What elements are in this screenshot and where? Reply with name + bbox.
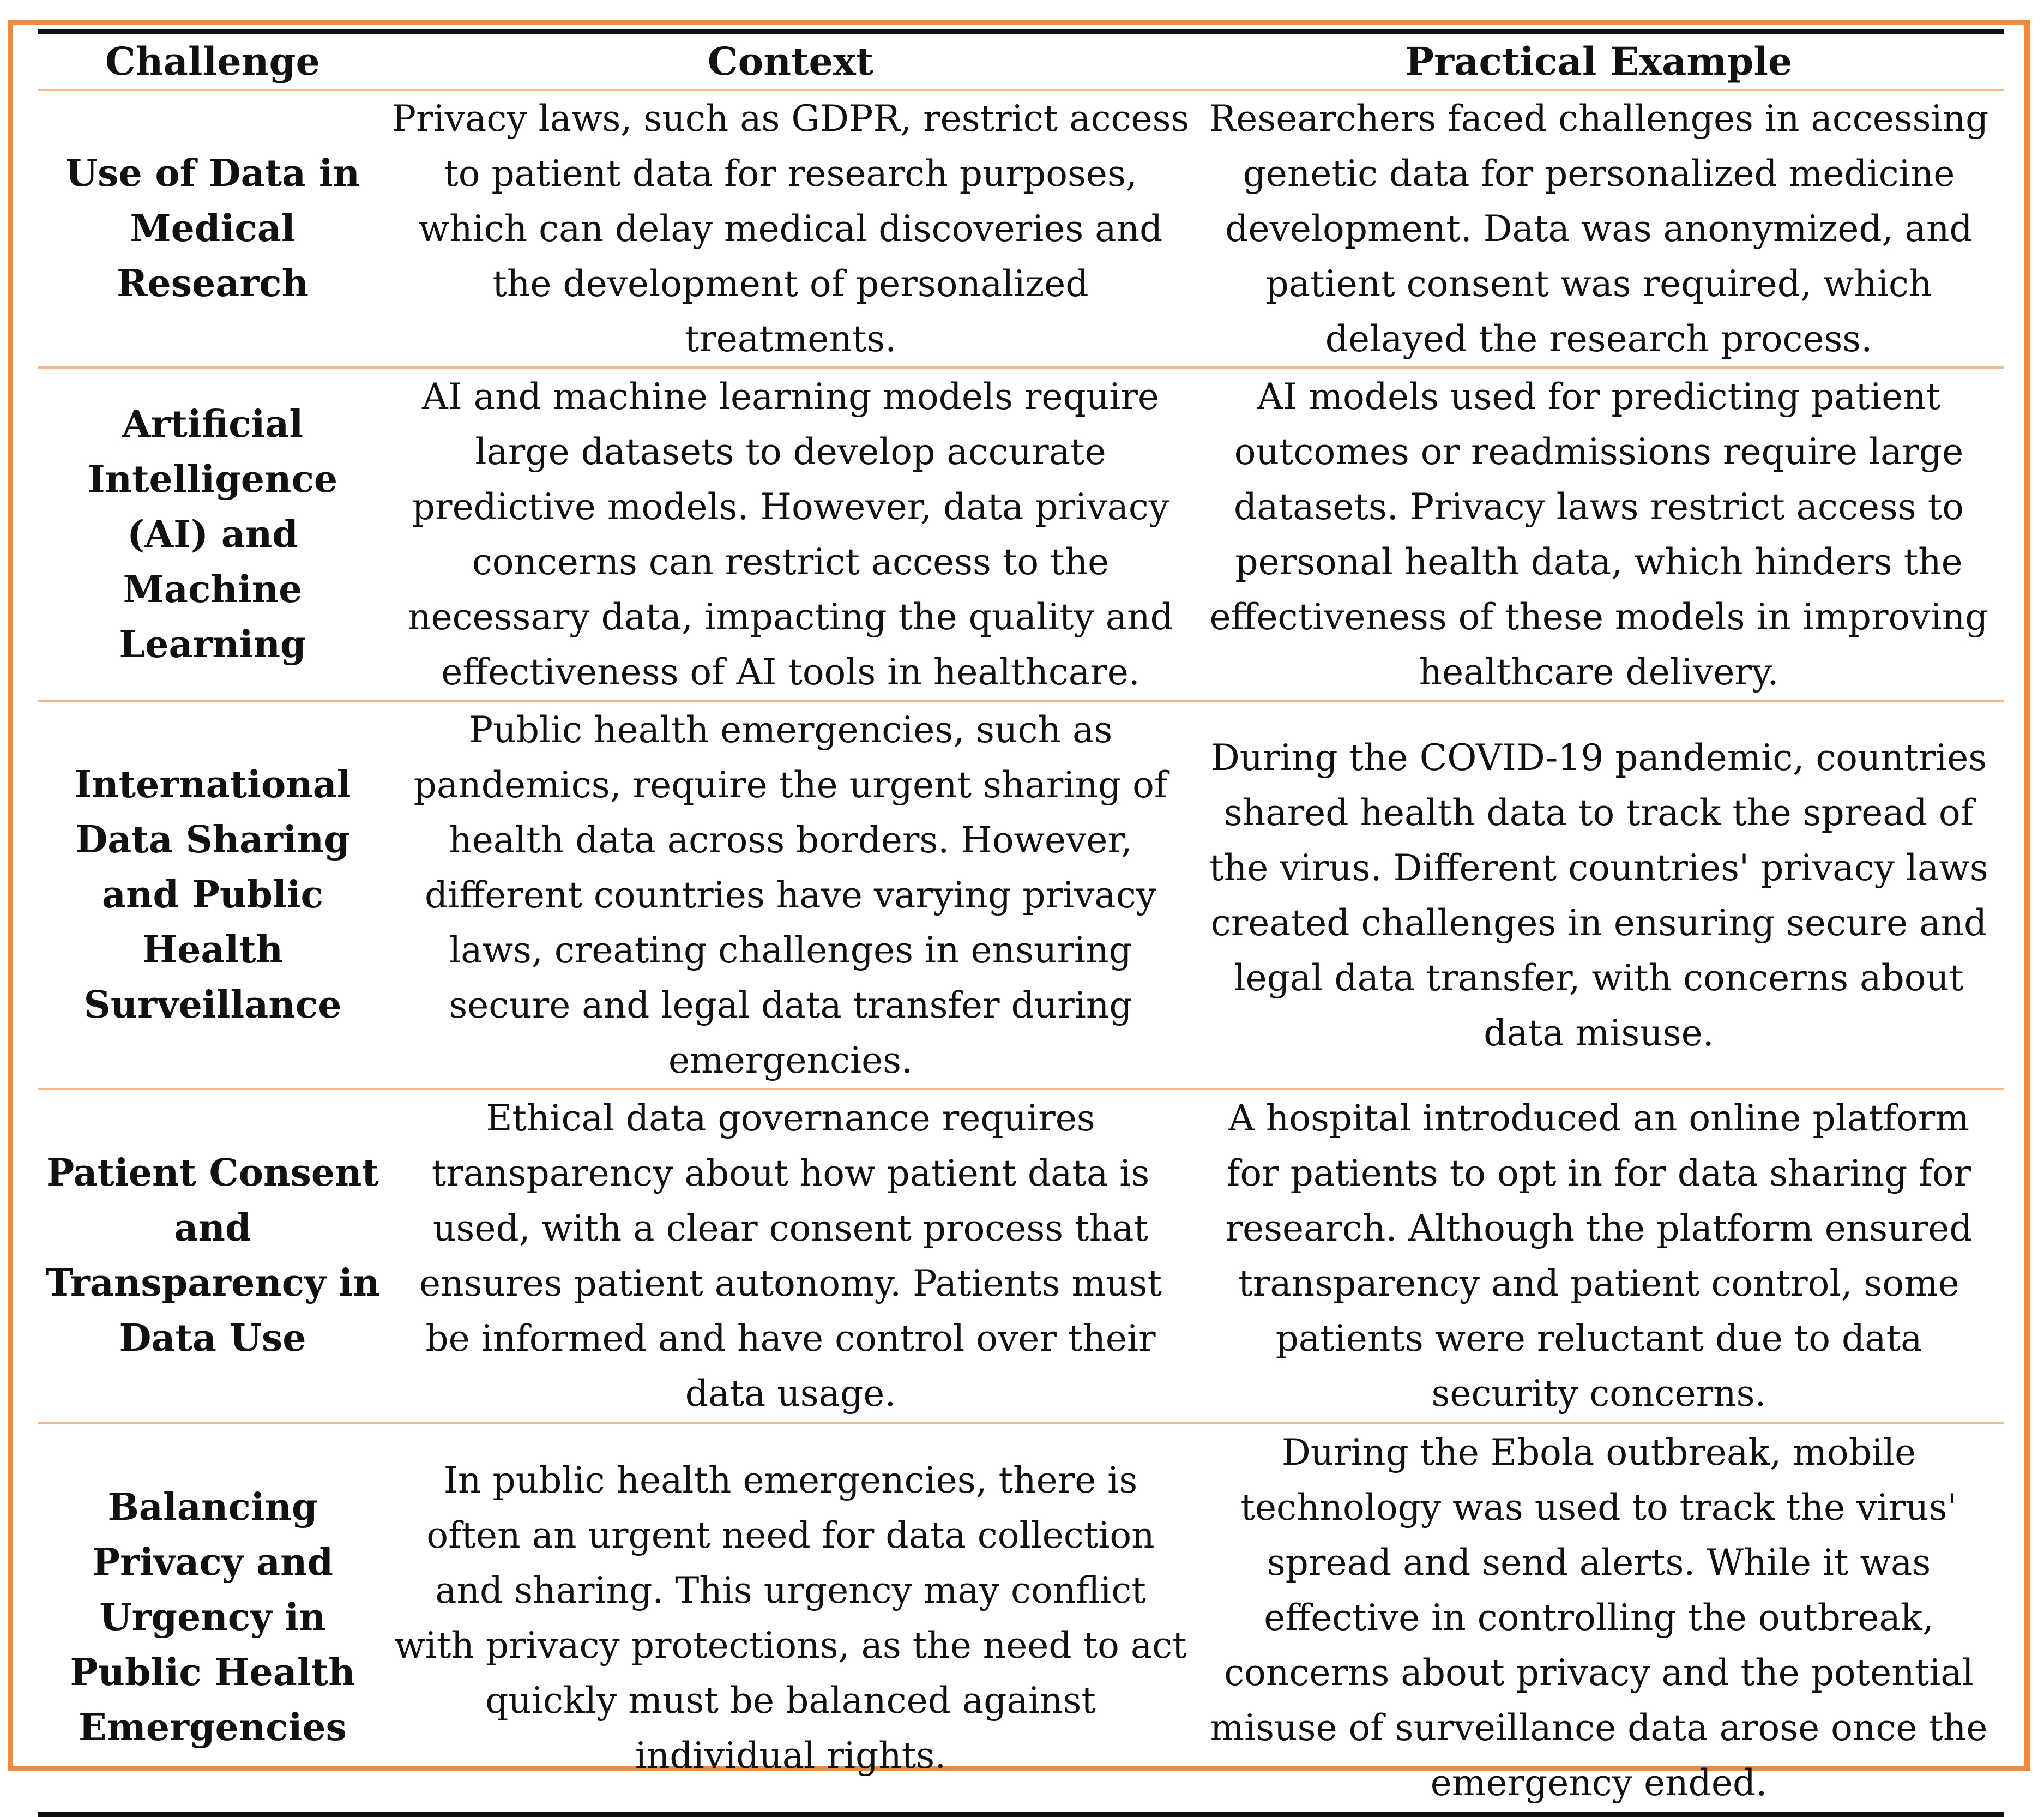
example-cell: During the Ebola outbreak, mobile technology was used to track the virus' spread and send alerts. While it was effective in controlling the outbreak, concerns about privacy and the potential misuse of surveillance data arose once the emergency ended. — [1210, 1431, 1988, 1804]
table-row — [38, 701, 2004, 1089]
context-cell: Public health emergencies, such as pandemics, require the urgent sharing of health data across borders. However, different countries have varying privacy laws, creating challenges in ensuring secure and legal data transfer during emergencies. — [387, 701, 1194, 1089]
table-row — [38, 1089, 2004, 1423]
header-row — [38, 32, 2004, 91]
example-cell: A hospital introduced an online platform for patients to opt in for data sharing for research. Although the platform ensured transparency and patient control, some patients were reluctant due to data security concerns. — [1194, 1089, 2004, 1423]
example-cell: Researchers faced challenges in accessing genetic data for personalized medicine development. Data was anonymized, and patient consent was required, which delayed the research process. — [1194, 90, 2004, 368]
context-cell: In public health emergencies, there is often an urgent need for data collection and sharing. This urgency may conflict with privacy protections, as the need to act quickly must be balanced against individual rights. — [394, 1459, 1187, 1777]
challenge-cell: Artificial Intelligence (AI) and Machine Learning — [38, 368, 387, 701]
challenge-cell: Use of Data in Medical Research — [38, 90, 387, 368]
table-row — [38, 90, 2004, 368]
header-challenge: Challenge — [38, 32, 387, 91]
challenge-cell: Patient Consent and Transparency in Data Use — [38, 1089, 387, 1423]
challenge-cell: Balancing Privacy and Urgency in Public Health Emergencies — [70, 1485, 355, 1750]
table-row — [38, 368, 2004, 701]
context-cell: Ethical data governance requires transparency about how patient data is used, with a clear consent process that ensures patient autonomy. Patients must be informed and have control over their data usage. — [387, 1089, 1194, 1423]
context-cell: AI and machine learning models require large datasets to develop accurate predictive models. However, data privacy concerns can restrict access to the necessary data, impacting the quality and effectiveness of AI tools in healthcare. — [387, 368, 1194, 701]
context-cell: Privacy laws, such as GDPR, restrict access to patient data for research purposes, which can delay medical discoveries and the development of personalized treatments. — [387, 90, 1194, 368]
header-context: Context — [387, 32, 1194, 91]
example-cell: During the COVID-19 pandemic, countries shared health data to track the spread of the virus. Different countries' privacy laws created challenges in ensuring secure and legal data transfer, with concerns about data misuse. — [1194, 701, 2004, 1089]
challenge-cell: International Data Sharing and Public Health Surveillance — [38, 701, 387, 1089]
table-row — [38, 1423, 2004, 1814]
header-practical-example: Practical Example — [1194, 32, 2004, 91]
challenges-table — [38, 29, 2004, 1817]
example-cell: AI models used for predicting patient outcomes or readmissions require large datasets. Privacy laws restrict access to personal health data, which hinders the effectiveness of these models in improving healthcare delivery. — [1194, 368, 2004, 701]
